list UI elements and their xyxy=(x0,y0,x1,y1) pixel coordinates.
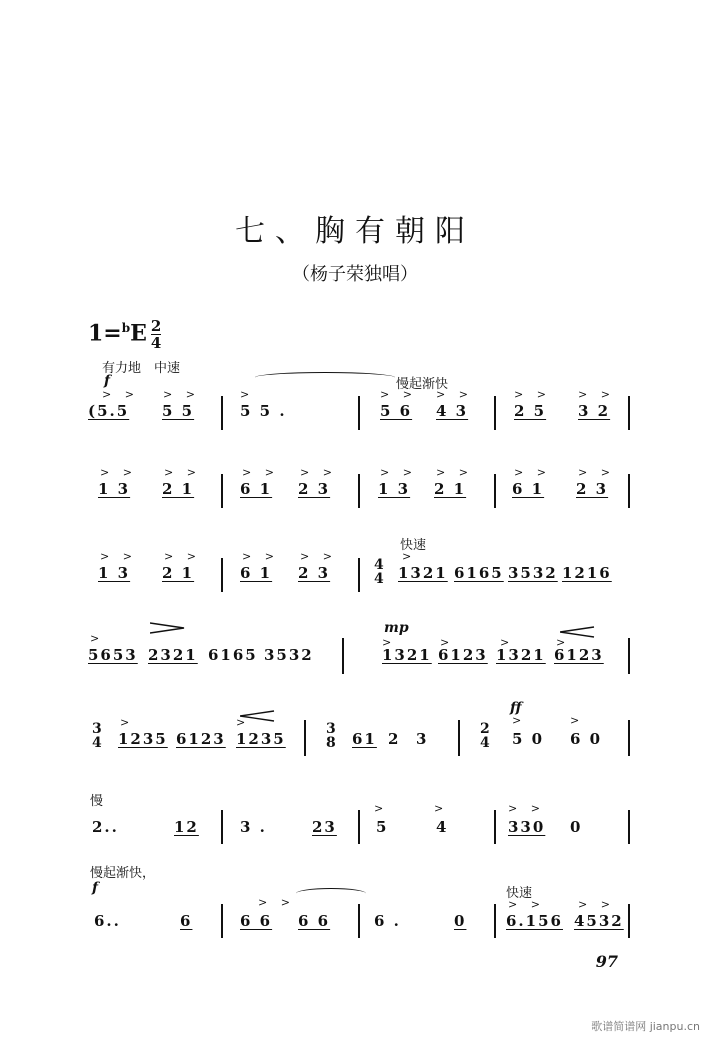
accent: > xyxy=(382,636,397,649)
dynamic-f: f xyxy=(104,373,111,389)
ts-numerator: 2 xyxy=(480,721,490,737)
note-group: 2 3 xyxy=(576,480,609,498)
accent: > xyxy=(500,636,515,649)
note-group: 6 . xyxy=(374,912,401,930)
accent: > xyxy=(402,550,417,563)
flat-sign: b xyxy=(121,321,131,336)
note-group: 61 xyxy=(352,730,377,748)
note-group: 1321 xyxy=(382,646,432,664)
note-group: 6 6 xyxy=(240,912,273,930)
note-group: 1216 xyxy=(562,564,612,582)
note-group: 5 6 xyxy=(380,402,413,420)
note-group: 5 5 xyxy=(162,402,195,420)
note-group: 2 5 xyxy=(514,402,547,420)
time-signature xyxy=(326,722,336,750)
note-group: 5 0 xyxy=(512,730,545,748)
dynamic-ff: ff xyxy=(510,700,522,716)
barline xyxy=(304,720,306,756)
tempo-slow: 慢 xyxy=(90,794,104,809)
barline xyxy=(628,474,630,508)
page-title: 七、胸有朝阳 xyxy=(235,214,475,249)
note-group: 6 1 xyxy=(240,564,273,582)
barline xyxy=(358,904,360,938)
note-group: 4 xyxy=(436,818,449,836)
time-signature xyxy=(92,722,102,750)
barline xyxy=(494,810,496,844)
barline xyxy=(358,558,360,592)
time-signature xyxy=(480,722,490,750)
ts-denominator: 8 xyxy=(326,735,336,751)
accent: > xyxy=(434,802,449,815)
tempo-slow-accel-end: 慢起渐快， xyxy=(90,866,156,881)
note-group: 3 2 xyxy=(578,402,611,420)
accent: > xyxy=(512,714,527,727)
note-group: 5653 xyxy=(88,646,138,664)
accent: > xyxy=(240,388,255,401)
note-group: 5 xyxy=(376,818,389,836)
accent: > xyxy=(374,802,389,815)
note-group: 1235 xyxy=(236,730,286,748)
accent: > > xyxy=(380,466,417,479)
barline xyxy=(221,558,223,592)
accent: > > xyxy=(578,466,615,479)
ts-numerator: 3 xyxy=(326,721,336,737)
time-signature xyxy=(151,318,161,351)
barline xyxy=(358,810,360,844)
barline xyxy=(458,720,460,756)
accent: > xyxy=(236,716,251,729)
note-group: 6.. xyxy=(94,912,121,930)
tempo-fast: 快速 xyxy=(506,886,533,901)
accent: > > xyxy=(508,898,545,911)
note-group: 6 1 xyxy=(240,480,273,498)
note-group: 3532 xyxy=(264,646,314,664)
note-group: 6 1 xyxy=(512,480,545,498)
note-group: 2 3 xyxy=(298,480,331,498)
accent: > > xyxy=(100,466,137,479)
barline xyxy=(358,474,360,508)
note-group: 1321 xyxy=(398,564,448,582)
note-group: 23 xyxy=(312,818,337,836)
page-number: 97 xyxy=(595,952,618,971)
dynamic-f: f xyxy=(92,880,99,896)
note-group: 6 0 xyxy=(570,730,603,748)
barline xyxy=(628,810,630,844)
accent: > > xyxy=(102,388,139,401)
note-group: 1 3 xyxy=(378,480,411,498)
note-group: 3 . xyxy=(240,818,267,836)
barline xyxy=(628,638,630,674)
note-group: 6165 xyxy=(454,564,504,582)
accent: > > xyxy=(100,550,137,563)
accent: > > xyxy=(242,466,279,479)
accent: > > xyxy=(436,466,473,479)
accent: > xyxy=(90,632,105,645)
note-group: 6.156 xyxy=(506,912,563,930)
note-group: 2 1 xyxy=(162,564,195,582)
ts-denominator: 4 xyxy=(92,735,102,751)
note-group: 6 6 xyxy=(298,912,331,930)
accent: > xyxy=(440,636,455,649)
note-group: 5 5 . xyxy=(240,402,287,420)
note-group: 3 xyxy=(416,730,429,748)
time-denominator: 4 xyxy=(150,334,162,352)
accent: > > xyxy=(300,550,337,563)
tempo-slow-accel: 慢起渐快 xyxy=(396,377,449,392)
note-group: 4 3 xyxy=(436,402,469,420)
barline xyxy=(221,396,223,430)
accent: > > xyxy=(578,388,615,401)
watermark: 歌谱简谱网 jianpu.cn xyxy=(591,1020,700,1033)
slur xyxy=(255,372,395,383)
ts-denominator: 4 xyxy=(480,735,490,751)
decrescendo-hairpin xyxy=(150,622,186,634)
ts-numerator: 4 xyxy=(374,557,384,573)
accent: > > xyxy=(163,388,200,401)
note-group: 2 1 xyxy=(162,480,195,498)
ts-denominator: 4 xyxy=(374,571,384,587)
note-group: 1 3 xyxy=(98,480,131,498)
accent: > xyxy=(556,636,571,649)
note-group: 0 xyxy=(454,912,467,930)
note-group: 12 xyxy=(174,818,199,836)
barline xyxy=(494,396,496,430)
slur xyxy=(296,888,366,899)
note-group: 6 xyxy=(180,912,193,930)
barline xyxy=(358,396,360,430)
accent: > > xyxy=(380,388,417,401)
accent: > > xyxy=(300,466,337,479)
note-group: 2321 xyxy=(148,646,198,664)
accent: > > xyxy=(508,802,545,815)
accent: > > xyxy=(258,896,295,909)
ts-numerator: 3 xyxy=(92,721,102,737)
time-numerator: 2 xyxy=(150,317,162,335)
note-group: 6165 xyxy=(208,646,258,664)
dynamic-mp: mp xyxy=(384,620,409,636)
note-group: (5.5 xyxy=(88,402,130,420)
note-group: 2 xyxy=(388,730,401,748)
accent: > > xyxy=(164,550,201,563)
accent: > xyxy=(570,714,585,727)
note-group: 1 3 xyxy=(98,564,131,582)
note-group: 2 1 xyxy=(434,480,467,498)
note-group: 2 3 xyxy=(298,564,331,582)
barline xyxy=(628,720,630,756)
note-group: 6123 xyxy=(176,730,226,748)
note-group: 6123 xyxy=(554,646,604,664)
note-group: 1235 xyxy=(118,730,168,748)
accent: > > xyxy=(242,550,279,563)
accent: > > xyxy=(436,388,473,401)
subtitle: （杨子荣独唱） xyxy=(292,264,418,285)
tempo-fast: 快速 xyxy=(400,538,427,553)
key-note: E xyxy=(130,320,147,347)
accent: > xyxy=(120,716,135,729)
accent: > > xyxy=(514,388,551,401)
barline xyxy=(494,474,496,508)
note-group: 0 xyxy=(570,818,583,836)
tempo-marking: 有力地 中速 xyxy=(102,361,181,376)
accent: > > xyxy=(164,466,201,479)
barline xyxy=(494,904,496,938)
note-group: 4532 xyxy=(574,912,624,930)
note-group: 2.. xyxy=(92,818,119,836)
barline xyxy=(342,638,344,674)
note-group: 6123 xyxy=(438,646,488,664)
barline xyxy=(628,396,630,430)
time-signature xyxy=(374,558,384,586)
accent: > > xyxy=(514,466,551,479)
note-group: 330 xyxy=(508,818,546,836)
barline xyxy=(221,474,223,508)
note-group: 1321 xyxy=(496,646,546,664)
key-signature xyxy=(88,318,161,351)
key-prefix: 1= xyxy=(88,320,122,347)
note-group: 3532 xyxy=(508,564,558,582)
barline xyxy=(221,904,223,938)
barline xyxy=(221,810,223,844)
barline xyxy=(628,904,630,938)
accent: > > xyxy=(578,898,615,911)
